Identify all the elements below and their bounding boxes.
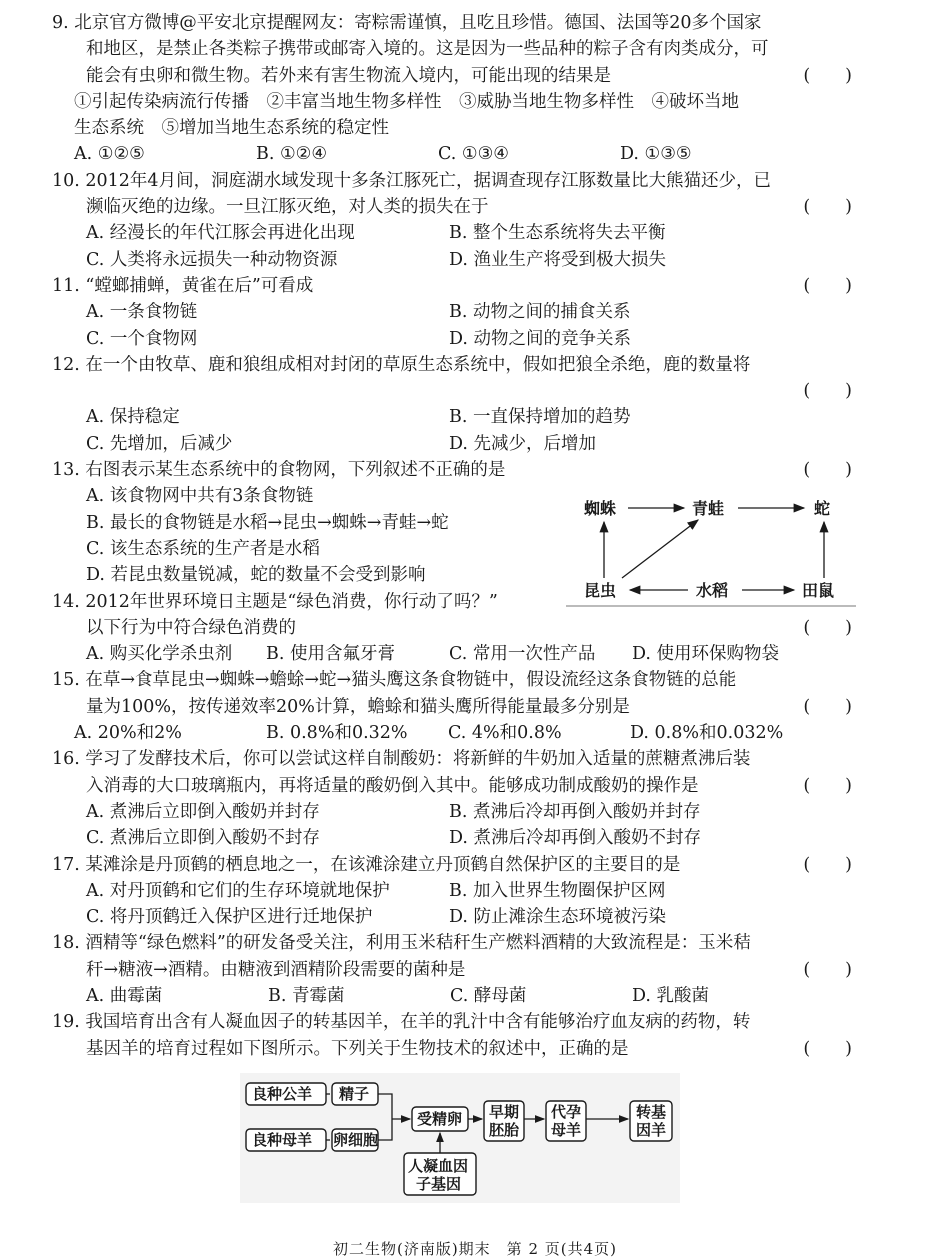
question-15-stem-2 xyxy=(52,694,852,720)
option-a[interactable]: A. 保持稳定 xyxy=(86,407,180,428)
flow-embryo-1: 早期 xyxy=(489,1103,520,1121)
option-c[interactable]: C. 4%和0.8% xyxy=(448,723,562,744)
answer-parenthesis: ( ) xyxy=(803,775,852,796)
question-9 xyxy=(52,10,852,168)
answer-parenthesis: ( ) xyxy=(803,1038,852,1059)
option-c[interactable]: C. 酵母菌 xyxy=(450,985,527,1006)
option-c[interactable]: C. 煮沸后立即倒入酸奶不封存 xyxy=(86,828,320,849)
option-c[interactable]: C. 该生态系统的生产者是水稻 xyxy=(86,538,320,559)
question-9-statements-2: 生态系统 ⑤增加当地生态系统的稳定性 xyxy=(74,118,389,139)
question-19-stem-2 xyxy=(52,1036,852,1062)
question-16-stem-2 xyxy=(52,773,852,799)
food-web-node-snake: 蛇 xyxy=(814,499,831,518)
flow-zygote: 受精卵 xyxy=(417,1110,463,1128)
option-b[interactable]: B. 动物之间的捕食关系 xyxy=(449,302,631,323)
question-9-stem-text: 能会有虫卵和微生物。若外来有害生物流入境内，可能出现的结果是 xyxy=(86,65,611,86)
answer-parenthesis: ( ) xyxy=(803,65,852,86)
question-11-stem-1 xyxy=(52,273,852,299)
question-11-options-row-2 xyxy=(52,326,852,352)
question-17 xyxy=(52,852,852,931)
option-a[interactable]: A. 该食物网中共有3条食物链 xyxy=(86,486,314,507)
option-b[interactable]: B. 加入世界生物圈保护区网 xyxy=(449,880,666,901)
question-12 xyxy=(52,352,852,457)
question-15-stem-1: 15. 在草→食草昆虫→蜘蛛→蟾蜍→蛇→猫头鹰这条食物链中，假设流经这条食物链的总能 xyxy=(52,670,737,691)
option-a[interactable]: A. ①②⑤ xyxy=(74,144,145,165)
question-18 xyxy=(52,930,852,1009)
option-b[interactable]: B. 最长的食物链是水稻→昆虫→蜘蛛→青蛙→蛇 xyxy=(86,512,449,533)
flow-sperm: 精子 xyxy=(339,1085,370,1103)
option-b[interactable]: B. ①②④ xyxy=(256,144,328,165)
answer-parenthesis: ( ) xyxy=(803,275,852,296)
option-b[interactable]: B. 一直保持增加的趋势 xyxy=(449,407,631,428)
option-b[interactable]: B. 整个生态系统将失去平衡 xyxy=(449,223,666,244)
answer-parenthesis: ( ) xyxy=(803,617,852,638)
flow-gene-1: 人凝血因 xyxy=(408,1157,469,1175)
question-19-stem-text: 基因羊的培育过程如下图所示。下列关于生物技术的叙述中，正确的是 xyxy=(86,1038,629,1059)
option-a[interactable]: A. 经漫长的年代江豚会再进化出现 xyxy=(86,223,355,244)
option-b[interactable]: B. 青霉菌 xyxy=(268,985,345,1006)
option-a[interactable]: A. 一条食物链 xyxy=(86,302,198,323)
question-13-stem-text: 13. 右图表示某生态系统中的食物网，下列叙述不正确的是 xyxy=(52,460,506,481)
question-9-stem-3 xyxy=(52,63,852,89)
question-16-options-row-1 xyxy=(52,799,852,825)
option-d[interactable]: D. 动物之间的竞争关系 xyxy=(449,328,632,349)
question-12-options-row-1 xyxy=(52,404,852,430)
flow-transgenic-1: 转基 xyxy=(636,1103,667,1121)
option-d[interactable]: D. 乳酸菌 xyxy=(632,985,710,1006)
question-14-stem-2 xyxy=(52,615,852,641)
flow-embryo-2: 胚胎 xyxy=(489,1121,520,1139)
option-b[interactable]: B. 使用含氟牙膏 xyxy=(266,644,395,665)
flow-transgenic-2: 因羊 xyxy=(636,1121,667,1139)
question-16-options-row-2 xyxy=(52,825,852,851)
question-17-stem-1 xyxy=(52,852,852,878)
question-17-stem-text: 17. 某滩涂是丹顶鹤的栖息地之一，在该滩涂建立丹顶鹤自然保护区的主要目的是 xyxy=(52,854,681,875)
option-b[interactable]: B. 0.8%和0.32% xyxy=(266,723,408,744)
answer-parenthesis: ( ) xyxy=(803,197,852,218)
answer-parenthesis: ( ) xyxy=(803,696,852,717)
question-19-stem-1: 19. 我国培育出含有人凝血因子的转基因羊，在羊的乳汁中含有能够治疗血友病的药物，转 xyxy=(52,1012,751,1033)
question-13-stem-1 xyxy=(52,457,852,483)
question-14-options xyxy=(52,641,852,667)
question-9-stem-1: 9. 北京官方微博@平安北京提醒网友：寄粽需谨慎，且吃且珍惜。德国、法国等20多个国家 xyxy=(52,13,762,33)
answer-parenthesis: ( ) xyxy=(803,460,852,481)
flow-surrogate-2: 母羊 xyxy=(551,1121,582,1139)
arrow-insect-to-frog xyxy=(622,520,698,578)
question-12-options-row-2 xyxy=(52,431,852,457)
question-15 xyxy=(52,667,852,746)
question-9-statements-1: ①引起传染病流行传播 ②丰富当地生物多样性 ③威胁当地生物多样性 ④破坏当地 xyxy=(74,91,739,112)
flow-surrogate-1: 代孕 xyxy=(551,1103,582,1121)
transgenic-flowchart xyxy=(240,1073,680,1203)
food-web-node-spider: 蜘蛛 xyxy=(584,499,617,518)
option-d[interactable]: D. 使用环保购物袋 xyxy=(632,644,780,665)
answer-parenthesis: ( ) xyxy=(803,959,852,980)
question-10-stem-1: 10. 2012年4月间，洞庭湖水域发现十多条江豚死亡，据调查现存江豚数量比大熊猫还少，已 xyxy=(52,170,772,191)
option-d[interactable]: D. 渔业生产将受到极大损失 xyxy=(449,249,667,270)
option-d[interactable]: D. 防止滩涂生态环境被污染 xyxy=(449,907,667,928)
flow-egg: 卵细胞 xyxy=(333,1131,379,1149)
question-11-stem-text: 11. “螳螂捕蝉，黄雀在后”可看成 xyxy=(52,275,314,296)
question-16 xyxy=(52,746,852,851)
food-web-diagram xyxy=(566,484,856,610)
flow-gene-2: 子基因 xyxy=(416,1175,462,1193)
food-web-node-insect: 昆虫 xyxy=(584,581,617,600)
question-16-stem-1: 16. 学习了发酵技术后，你可以尝试这样自制酸奶：将新鲜的牛奶加入适量的蔗糖煮沸后装 xyxy=(52,749,751,770)
question-19 xyxy=(52,1009,852,1062)
question-18-stem-2 xyxy=(52,957,852,983)
question-10 xyxy=(52,168,852,273)
food-web-node-rice: 水稻 xyxy=(696,581,729,600)
answer-parenthesis: ( ) xyxy=(803,854,852,875)
option-c[interactable]: C. 将丹顶鹤迁入保护区进行迁地保护 xyxy=(86,907,373,928)
question-11 xyxy=(52,273,852,352)
question-10-options-row-2 xyxy=(52,247,852,273)
question-16-stem-text: 入消毒的大口玻璃瓶内，再将适量的酸奶倒入其中。能够成功制成酸奶的操作是 xyxy=(86,775,699,796)
option-a[interactable]: A. 煮沸后立即倒入酸奶并封存 xyxy=(86,801,320,822)
option-d[interactable]: D. 先减少，后增加 xyxy=(449,433,597,454)
answer-parenthesis: ( ) xyxy=(803,381,852,402)
question-17-options-row-1 xyxy=(52,878,852,904)
question-10-stem-text: 濒临灭绝的边缘。一旦江豚灭绝，对人类的损失在于 xyxy=(86,197,489,218)
flow-ram: 良种公羊 xyxy=(252,1085,313,1103)
option-c[interactable]: C. 人类将永远损失一种动物资源 xyxy=(86,249,338,270)
question-18-stem-1: 18. 酒精等“绿色燃料”的研发备受关注，利用玉米秸秆生产燃料酒精的大致流程是：玉米秸 xyxy=(52,933,751,954)
option-a[interactable]: A. 曲霉菌 xyxy=(86,985,163,1006)
option-c[interactable]: C. 先增加，后减少 xyxy=(86,433,233,454)
question-15-stem-text: 量为100%，按传递效率20%计算，蟾蜍和猫头鹰所得能量最多分别是 xyxy=(86,696,630,717)
question-11-options-row-1 xyxy=(52,299,852,325)
food-web-node-mouse: 田鼠 xyxy=(802,581,835,600)
page-footer: 初二生物(济南版)期末 第 2 页(共4页) xyxy=(332,1240,618,1258)
question-18-options xyxy=(52,983,852,1009)
question-14-stem-1: 14. 2012年世界环境日主题是“绿色消费，你行动了吗？” xyxy=(52,591,498,612)
option-d[interactable]: D. 0.8%和0.032% xyxy=(630,723,784,744)
option-c[interactable]: C. ①③④ xyxy=(438,144,509,165)
question-12-stem-1: 12. 在一个由牧草、鹿和狼组成相对封闭的草原生态系统中，假如把狼全杀绝，鹿的数量将 xyxy=(52,354,751,375)
question-14-stem-text: 以下行为中符合绿色消费的 xyxy=(86,617,296,638)
food-web-node-frog: 青蛙 xyxy=(692,499,725,518)
question-10-options-row-1 xyxy=(52,220,852,246)
option-d[interactable]: D. 若昆虫数量锐减，蛇的数量不会受到影响 xyxy=(86,565,426,586)
option-b[interactable]: B. 煮沸后冷却再倒入酸奶并封存 xyxy=(449,801,701,822)
option-d[interactable]: D. ①③⑤ xyxy=(620,144,692,165)
question-10-stem-2 xyxy=(52,194,852,220)
option-a[interactable]: A. 20%和2% xyxy=(74,723,182,744)
option-d[interactable]: D. 煮沸后冷却再倒入酸奶不封存 xyxy=(449,828,702,849)
option-c[interactable]: C. 常用一次性产品 xyxy=(449,644,596,665)
flow-ewe: 良种母羊 xyxy=(252,1131,313,1149)
connector-merge xyxy=(378,1094,392,1140)
question-9-options xyxy=(52,141,852,167)
question-15-options xyxy=(52,720,852,746)
option-a[interactable]: A. 购买化学杀虫剂 xyxy=(86,644,233,665)
option-c[interactable]: C. 一个食物网 xyxy=(86,328,198,349)
option-a[interactable]: A. 对丹顶鹤和它们的生存环境就地保护 xyxy=(86,880,390,901)
question-17-options-row-2 xyxy=(52,904,852,930)
question-9-stem-2: 和地区，是禁止各类粽子携带或邮寄入境的。这是因为一些品种的粽子含有肉类成分，可 xyxy=(86,39,769,60)
question-12-paren-line xyxy=(52,378,852,404)
question-18-stem-text: 秆→糖液→酒精。由糖液到酒精阶段需要的菌种是 xyxy=(86,959,466,980)
